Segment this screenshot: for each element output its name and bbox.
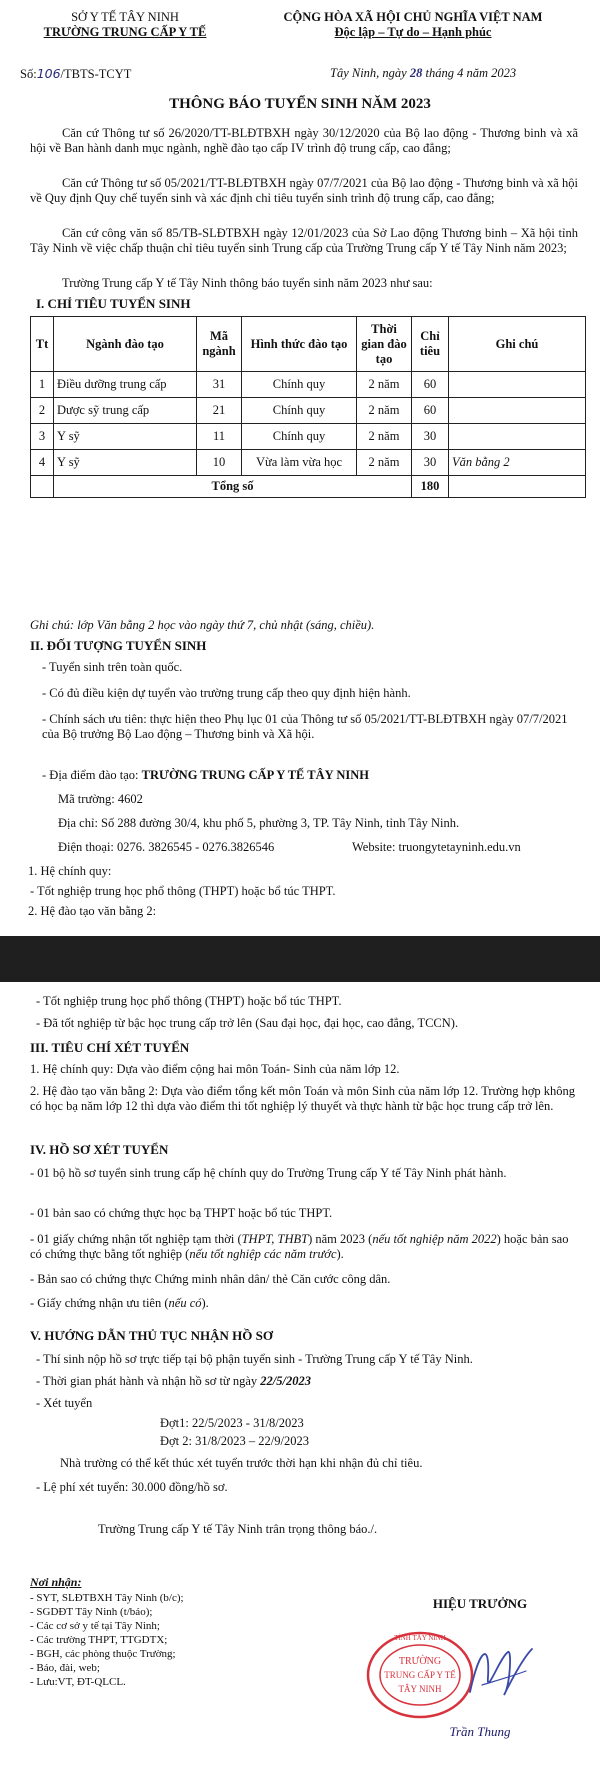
intro-paragraph-3: Căn cứ công văn số 85/TB-SLĐTBXH ngày 12/01/2023 của Sở Lao động Thương binh – Xã hội tỉnh Tây Ninh về việc chấp thuận chỉ tiêu tuyển sinh Trung cấp của Trường Trung cấp Y tế Tây Ninh năm 2023; <box>30 226 578 256</box>
section-3-heading: III. TIÊU CHÍ XÉT TUYỂN <box>30 1040 190 1055</box>
table-cell: 3 <box>31 424 54 450</box>
sec5-item-2 <box>36 1374 586 1389</box>
total-value: 180 <box>412 476 449 498</box>
location-label: - Địa điểm đào tạo: <box>42 768 142 782</box>
table-cell: 2 năm <box>357 398 412 424</box>
school-code: Mã trường: 4602 <box>58 792 143 806</box>
table-cell: Dược sỹ trung cấp <box>54 398 197 424</box>
table-cell <box>449 398 586 424</box>
agency-header <box>20 10 230 40</box>
school-address: Địa chỉ: Số 288 đường 30/4, khu phố 5, phường 3, TP. Tây Ninh, tỉnh Tây Ninh. <box>58 816 460 830</box>
seal-ring-text: TỈNH TÂY NINH <box>394 1634 446 1642</box>
date-handwritten: 28 <box>409 66 423 80</box>
round-1: Đợt1: 22/5/2023 - 31/8/2023 <box>160 1416 304 1430</box>
training-location <box>42 768 369 783</box>
recipient-item: - BGH, các phòng thuộc Trường; <box>30 1648 176 1660</box>
sec2-item-1: - Tuyển sinh trên toàn quốc. <box>42 660 183 674</box>
table-cell <box>449 372 586 398</box>
text-run: - Thời gian phát hành và nhận hồ sơ từ ngày <box>36 1374 261 1388</box>
document-number <box>20 66 131 82</box>
intro-paragraph-1: Căn cứ Thông tư số 26/2020/TT-BLĐTBXH ngày 30/12/2020 của Bộ lao động - Thương binh và xã hội về Ban hành danh mục ngành, nghề đào tạo cấp IV trình độ trung cấp, cao đẳng; <box>30 126 578 156</box>
doc-no-suffix: /TBTS-TCYT <box>60 67 132 81</box>
page-separator <box>0 936 600 982</box>
sec4-item-1: - 01 bộ hồ sơ tuyển sinh trung cấp hệ chính quy do Trường Trung cấp Y tế Tây Ninh phát hành. <box>30 1166 507 1180</box>
agency-name: TRƯỜNG TRUNG CẤP Y TẾ <box>43 25 207 39</box>
table-row <box>31 398 586 424</box>
table-cell <box>449 424 586 450</box>
table-cell: Văn bằng 2 <box>449 450 586 476</box>
total-label: Tổng số <box>54 476 412 498</box>
table-cell: Y sỹ <box>54 424 197 450</box>
recipient-item: - Các trường THPT, TTGDTX; <box>30 1634 168 1646</box>
seal-line: TRUNG CẤP Y TẾ <box>384 1670 456 1680</box>
table-note: Ghi chú: lớp Văn bằng 2 học vào ngày thứ 7, chủ nhật (sáng, chiều). <box>30 618 375 632</box>
sec4-item-5 <box>30 1296 580 1311</box>
official-seal <box>365 1630 475 1720</box>
document-date <box>330 66 516 81</box>
table-cell: Chính quy <box>242 424 357 450</box>
table-cell-empty <box>31 476 54 498</box>
signer-name: Trần Thung <box>449 1724 511 1739</box>
second-degree-heading: 2. Hệ đào tạo văn bằng 2: <box>28 904 157 918</box>
table-cell: 60 <box>412 372 449 398</box>
recipient-item: - SGDĐT Tây Ninh (t/báo); <box>30 1606 153 1618</box>
seal-line: TÂY NINH <box>398 1684 442 1694</box>
round-2: Đợt 2: 31/8/2023 – 22/9/2023 <box>160 1434 309 1448</box>
table-total-row <box>31 476 586 498</box>
second-degree-item-2: - Đã tốt nghiệp từ bậc học trung cấp trở lên (Sau đại học, đại học, cao đẳng, TCCN). <box>36 1016 459 1030</box>
table-cell: Điều dưỡng trung cấp <box>54 372 197 398</box>
table-cell: 2 năm <box>357 372 412 398</box>
location-name: TRƯỜNG TRUNG CẤP Y TẾ TÂY NINH <box>141 768 369 782</box>
table-cell: 21 <box>197 398 242 424</box>
text-run-italic: nếu tốt nghiệp năm 2022 <box>372 1232 497 1246</box>
table-cell: 30 <box>412 424 449 450</box>
national-motto: Độc lập – Tự do – Hạnh phúc <box>334 25 492 39</box>
col-header: Thời gian đào tạo <box>357 317 412 372</box>
sec4-item-4: - Bản sao có chứng thực Chứng minh nhân dân/ thẻ Căn cước công dân. <box>30 1272 391 1286</box>
text-run: ) năm 2023 ( <box>308 1232 373 1246</box>
text-run: - 01 giấy chứng nhận tốt nghiệp tạm thời ( <box>30 1232 242 1246</box>
agency-parent: SỞ Y TẾ TÂY NINH <box>71 10 179 24</box>
regular-system-heading: 1. Hệ chính quy: <box>28 864 112 878</box>
closing-statement: Trường Trung cấp Y tế Tây Ninh trân trọng thông báo./. <box>98 1522 378 1536</box>
col-header: Ngành đào tạo <box>54 317 197 372</box>
table-row <box>31 424 586 450</box>
document-page-2 <box>0 982 600 1782</box>
sec2-item-2: - Có đủ điều kiện dự tuyển vào trường trung cấp theo quy định hiện hành. <box>42 686 411 700</box>
recipients-title: Nơi nhận: <box>30 1575 82 1589</box>
col-header: Ghi chú <box>449 317 586 372</box>
text-run: ). <box>336 1247 344 1262</box>
col-header: Chỉ tiêu <box>412 317 449 372</box>
recipient-item: - Báo, đài, web; <box>30 1662 100 1674</box>
intro-paragraph-4: Trường Trung cấp Y tế Tây Ninh thông báo tuyển sinh năm 2023 như sau: <box>62 276 433 290</box>
handwritten-signature <box>460 1637 540 1707</box>
section-4-heading: IV. HỒ SƠ XÉT TUYỂN <box>30 1142 169 1157</box>
intro-paragraph-2: Căn cứ Thông tư số 05/2021/TT-BLĐTBXH ngày 07/7/2021 của Bộ lao động - Thương binh và xã hội về Quy định Quy chế tuyển sinh và xác định chỉ tiêu tuyển sinh trình độ trung cấp, cao đẳng; <box>30 176 578 206</box>
table-cell: Chính quy <box>242 398 357 424</box>
section-5-heading: V. HƯỚNG DẪN THỦ TỤC NHẬN HỒ SƠ <box>30 1328 273 1343</box>
text-run-italic: nếu có <box>168 1296 202 1310</box>
date-prefix: Tây Ninh, ngày <box>330 66 410 80</box>
table-cell: 30 <box>412 450 449 476</box>
sec4-item-2: - 01 bản sao có chứng thực học bạ THPT hoặc bổ túc THPT. <box>30 1206 333 1220</box>
date-suffix: tháng 4 năm 2023 <box>422 66 517 80</box>
document-title: THÔNG BÁO TUYỂN SINH NĂM 2023 <box>169 96 431 112</box>
application-fee: - Lệ phí xét tuyển: 30.000 đồng/hồ sơ. <box>36 1480 228 1494</box>
signer-title: HIỆU TRƯỞNG <box>432 1596 528 1611</box>
doc-no-handwritten: 106 <box>36 66 61 81</box>
col-header: Mã ngành <box>197 317 242 372</box>
recipient-item: - Lưu:VT, ĐT-QLCL. <box>30 1676 126 1688</box>
table-cell: 60 <box>412 398 449 424</box>
table-cell: 4 <box>31 450 54 476</box>
col-header: Tt <box>31 317 54 372</box>
table-cell: 31 <box>197 372 242 398</box>
receive-date: 22/5/2023 <box>260 1374 311 1388</box>
table-cell: Y sỹ <box>54 450 197 476</box>
table-cell-empty <box>449 476 586 498</box>
enrollment-quota-table <box>30 316 586 498</box>
text-run: - Giấy chứng nhận ưu tiên ( <box>30 1296 169 1310</box>
recipient-item: - SYT, SLĐTBXH Tây Ninh (b/c); <box>30 1592 184 1604</box>
section-1-heading: I. CHỈ TIÊU TUYỂN SINH <box>36 296 191 311</box>
recipient-item: - Các cơ sở y tế tại Tây Ninh; <box>30 1620 160 1632</box>
col-header: Hình thức đào tạo <box>242 317 357 372</box>
table-cell: Chính quy <box>242 372 357 398</box>
table-cell: 2 năm <box>357 424 412 450</box>
table-cell: 1 <box>31 372 54 398</box>
sec5-item-1: - Thí sinh nộp hồ sơ trực tiếp tại bộ phận tuyển sinh - Trường Trung cấp Y tế Tây Ninh. <box>36 1352 473 1366</box>
table-cell: 10 <box>197 450 242 476</box>
sec3-item-1: 1. Hệ chính quy: Dựa vào điểm cộng hai môn Toán- Sinh của năm lớp 12. <box>30 1062 400 1076</box>
table-row <box>31 450 586 476</box>
national-title: CỘNG HÒA XÃ HỘI CHỦ NGHĨA VIỆT NAM <box>283 10 543 24</box>
sec5-item-3: - Xét tuyển <box>36 1396 93 1410</box>
text-run-italic: THPT, THBT <box>241 1232 309 1246</box>
early-close-note: Nhà trường có thể kết thúc xét tuyển trước thời hạn khi nhận đủ chỉ tiêu. <box>60 1456 423 1470</box>
table-cell: Vừa làm vừa học <box>242 450 357 476</box>
national-header <box>238 10 588 40</box>
table-cell: 11 <box>197 424 242 450</box>
seal-line: TRƯỜNG <box>398 1656 442 1667</box>
sec4-item-3 <box>30 1232 580 1262</box>
text-run-italic: nếu tốt nghiệp các năm trước <box>189 1247 337 1262</box>
school-phone: Điện thoại: 0276. 3826545 - 0276.3826546 <box>58 840 275 854</box>
second-degree-item-1: - Tốt nghiệp trung học phổ thông (THPT) hoặc bổ túc THPT. <box>36 994 342 1008</box>
text-run: ). <box>201 1296 209 1310</box>
doc-no-prefix: Số: <box>20 67 37 81</box>
section-2-heading: II. ĐỐI TƯỢNG TUYỂN SINH <box>30 638 207 653</box>
sec3-item-2: 2. Hệ đào tạo văn bằng 2: Dựa vào điểm tổng kết môn Toán và môn Sinh của năm lớp 12. Trường hợp không có học bạ năm lớp 12 thì dựa vào điểm thi tốt nghiệp lý thuyết và thực hành từ bậc học trung cấp trở lên. <box>30 1084 576 1114</box>
regular-system-item: - Tốt nghiệp trung học phổ thông (THPT) hoặc bổ túc THPT. <box>30 884 336 898</box>
text-run: ) hoặc bản sao có chứng thực bằng tốt nghiệp ( <box>30 1232 569 1262</box>
sec2-item-3: - Chính sách ưu tiên: thực hiện theo Phụ lục 01 của Thông tư số 05/2021/TT-BLĐTBXH ngày 07/7/2021 của Bộ trưởng Bộ Lao động – Thương binh và Xã hội. <box>42 712 568 742</box>
table-cell: 2 <box>31 398 54 424</box>
table-header-row <box>31 317 586 372</box>
table-row <box>31 372 586 398</box>
table-cell: 2 năm <box>357 450 412 476</box>
school-website: Website: truongytetayninh.edu.vn <box>352 840 521 854</box>
